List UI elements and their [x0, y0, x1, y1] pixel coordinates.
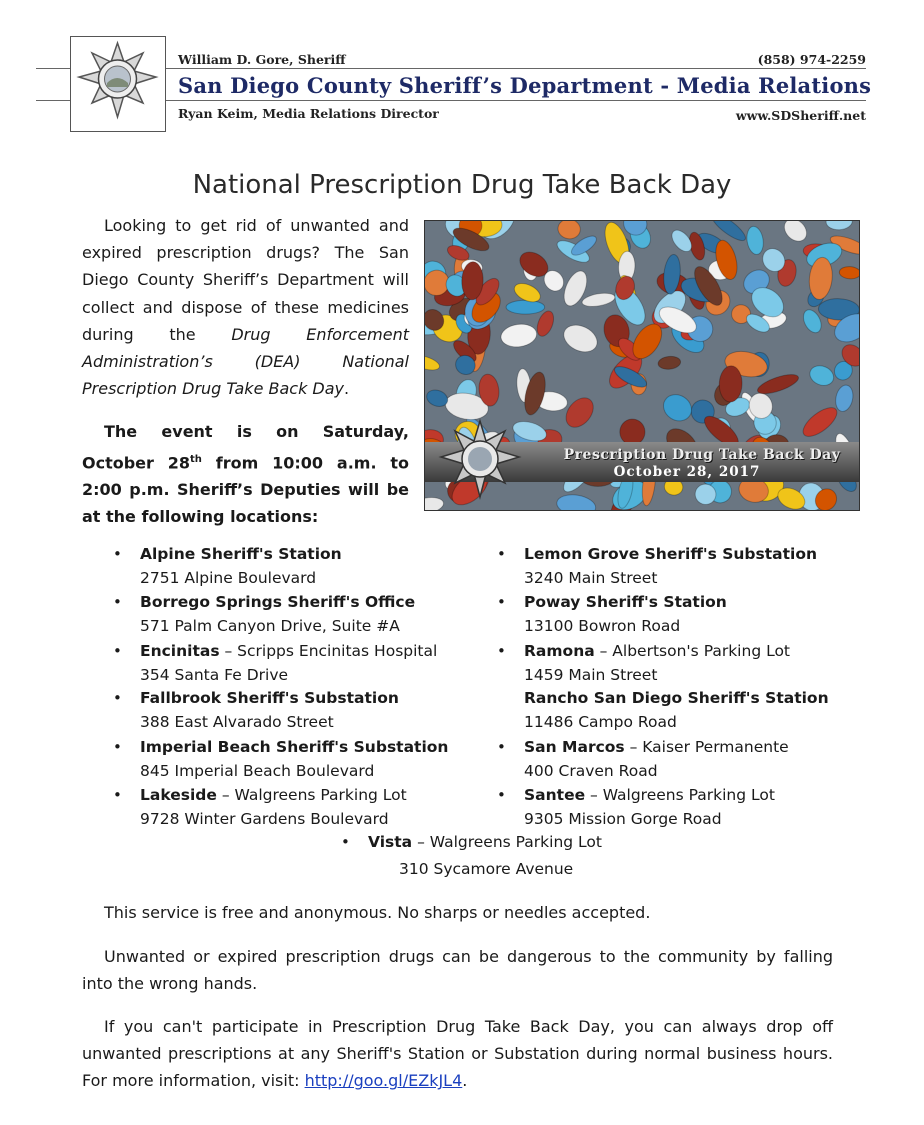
intro-paragraph-1: Looking to get rid of unwanted and expired prescription drugs? The San Diego County Sheriff’s Department will collect and dispose of these medicines during the Drug Enforcement Administration’s (DEA) National Prescription Drug Take Back Day. — [82, 216, 410, 399]
location-item — [497, 640, 791, 687]
location-name: Encinitas — [140, 642, 220, 660]
location-name: Alpine Sheriff's Station — [140, 545, 342, 563]
pill-shape — [799, 403, 842, 442]
location-item — [497, 784, 775, 831]
banner-badge-icon — [435, 417, 525, 507]
location-address: 400 Craven Road — [524, 761, 658, 780]
bullet: • — [341, 833, 350, 851]
location-address: 354 Santa Fe Drive — [140, 665, 289, 684]
location-name: Borrego Springs Sheriff's Office — [140, 593, 416, 611]
location-address: 571 Palm Canyon Drive, Suite #A — [140, 616, 400, 635]
page-title: National Prescription Drug Take Back Day — [192, 170, 732, 200]
location-detail: – Walgreens Parking Lot — [216, 786, 407, 804]
pill-shape — [534, 309, 557, 339]
phone-number: (858) 974-2259 — [757, 52, 866, 67]
location-address: 3240 Main Street — [524, 568, 658, 587]
location-name: San Marcos — [524, 738, 625, 756]
location-item — [113, 784, 407, 831]
pill-shape — [833, 383, 855, 413]
star-badge-icon — [71, 37, 164, 130]
pill-shape — [559, 320, 601, 357]
location-address: 2751 Alpine Boulevard — [140, 568, 317, 587]
location-address: 9305 Mission Gorge Road — [524, 809, 722, 828]
location-address: 388 East Alvarado Street — [140, 712, 334, 731]
bullet: • — [113, 642, 122, 660]
location-detail: – Albertson's Parking Lot — [594, 642, 791, 660]
pill-shape — [557, 221, 582, 240]
pill-shape — [657, 355, 681, 370]
pill-shape — [826, 221, 853, 230]
department-title: San Diego County Sheriff’s Department - Media Relations — [178, 73, 872, 98]
location-item — [524, 687, 829, 734]
location-name: Poway Sheriff's Station — [524, 593, 727, 611]
pill-shape — [555, 492, 597, 511]
pill-shape — [425, 353, 441, 373]
location-address: 1459 Main Street — [524, 665, 658, 684]
bullet: • — [497, 738, 506, 756]
location-address: 9728 Winter Gardens Boulevard — [140, 809, 389, 828]
location-item — [113, 543, 342, 590]
location-detail: – Kaiser Permanente — [624, 738, 789, 756]
bullet: • — [113, 738, 122, 756]
sheriff-badge-logo — [70, 36, 166, 132]
banner-date: October 28, 2017 — [613, 464, 761, 480]
pill-shape — [745, 225, 765, 255]
bullet: • — [497, 642, 506, 660]
location-name: Fallbrook Sheriff's Substation — [140, 689, 399, 707]
location-detail: – Walgreens Parking Lot — [585, 786, 775, 804]
bullet: • — [113, 689, 122, 707]
bullet: • — [497, 593, 506, 611]
bullet: • — [497, 545, 506, 563]
bullet: • — [113, 786, 122, 804]
location-vista-address: 310 Sycamore Avenue — [399, 860, 574, 878]
more-info-paragraph: If you can't participate in Prescription Drug Take Back Day, you can always drop off unwanted prescriptions at any Sheriff's Station or Substation during normal business hours. For more information, visit: http://goo.gl/EZkJL4. — [82, 1017, 833, 1091]
intro-paragraph-2: The event is on Saturday, October 28th from 10:00 a.m. to 2:00 p.m. Sheriff’s Deputies will be at the following locations: — [82, 422, 409, 527]
location-name: Santee — [524, 786, 586, 804]
pill-shape — [581, 291, 616, 309]
pill-shape — [658, 389, 696, 426]
pill-shape — [807, 362, 837, 389]
bullet: • — [497, 786, 506, 804]
location-item — [497, 543, 818, 590]
bullet: • — [113, 593, 122, 611]
info-link[interactable]: http://goo.gl/EZkJL4 — [304, 1071, 463, 1091]
website: www.SDSheriff.net — [735, 108, 866, 123]
pill-shape — [506, 300, 545, 314]
location-item — [497, 591, 727, 638]
pill-shape — [780, 221, 811, 246]
pill-shape — [500, 322, 539, 349]
location-item — [497, 736, 789, 783]
location-name: Ramona — [524, 642, 595, 660]
location-name: Rancho San Diego Sheriff's Station — [524, 689, 829, 707]
location-name: Lakeside — [140, 786, 217, 804]
danger-paragraph: Unwanted or expired prescription drugs can be dangerous to the community by falling into the wrong hands. — [82, 947, 833, 994]
bullet: • — [113, 545, 122, 563]
location-detail: – Scripps Encinitas Hospital — [219, 642, 438, 660]
pill-shape — [719, 365, 743, 402]
free-service-paragraph: This service is free and anonymous. No sharps or needles accepted. — [104, 903, 651, 922]
location-name: Lemon Grove Sheriff's Substation — [524, 545, 818, 563]
pills-photo — [424, 220, 860, 511]
location-item — [113, 640, 438, 687]
media-director: Ryan Keim, Media Relations Director — [178, 106, 439, 121]
pill-shape — [839, 266, 860, 280]
banner-title: Prescription Drug Take Back Day — [563, 447, 841, 463]
location-item — [113, 687, 399, 734]
location-address: 13100 Bowron Road — [524, 616, 681, 635]
location-address: 845 Imperial Beach Boulevard — [140, 761, 375, 780]
location-address: 11486 Campo Road — [524, 712, 677, 731]
location-name: Imperial Beach Sheriff's Substation — [140, 738, 449, 756]
location-vista: • Vista – Walgreens Parking Lot — [368, 831, 602, 855]
intro-text — [82, 212, 409, 531]
location-item — [113, 736, 449, 783]
location-item — [113, 591, 416, 638]
sheriff-name: William D. Gore, Sheriff — [178, 52, 346, 67]
